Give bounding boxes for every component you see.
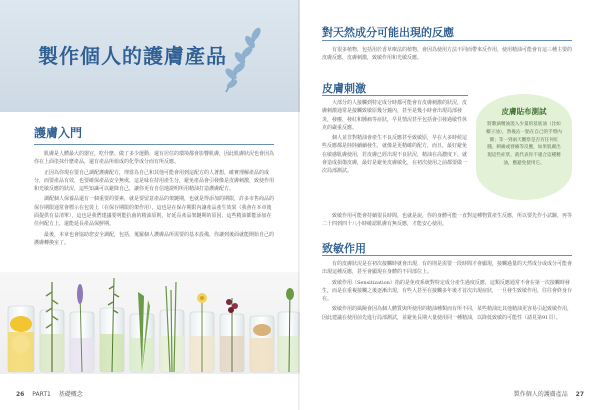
- chapter-banner: [0, 0, 300, 112]
- right-page-footer: [514, 389, 584, 398]
- paragraph: 致敏作用的風險會因為個人體質與所使用的精油種類而有所不同，某些精油比其他精油更容易引起致敏作用，因此建議在使用前先進行局部測試，並避免長期大量使用同一種精油，以降低致敏的可能性（請見第91頁）。: [322, 306, 573, 321]
- chapter-title: 製作個人的護膚產品: [38, 44, 227, 68]
- bottle-aloe: [130, 292, 154, 372]
- bottle-berries: [220, 298, 244, 372]
- part-title: 基礎概念: [58, 391, 83, 398]
- paragraph: 肌膚是人體最大的器官，吃什麼、做了多少運動、還有居住的環境都會影響肌膚，因此肌膚狀況也會因為你在上面塗抹什麼產品，還有產品所組成的化學成分而有所反應。: [34, 151, 275, 166]
- paragraph: 最後，本章也會協助您安全調配，包括，蒐羅個人護膚品所需要的基本設備，你讓到後面就能開始自己的護膚轉換室了。: [34, 231, 275, 246]
- section-title-skin-irritation: 皮膚刺激: [322, 82, 366, 95]
- footer-title: 製作個人的護膚產品: [513, 391, 568, 398]
- bottle-lavender: [70, 284, 94, 372]
- left-page-footer: [16, 389, 83, 398]
- bottle-grass: [160, 282, 184, 372]
- patch-test-sidebox: [476, 94, 572, 200]
- sensitization-text: [322, 260, 572, 324]
- section-title-sensitization: 致敏作用: [322, 242, 366, 255]
- paragraph: 致敏作用可能會持續很長時間，也就是說，你的身體可能一直對這種物質產生反應，所以要先作小試驗，再等二十四到四十八小時確認肌膚有無反應，才能安心使用。: [322, 213, 573, 228]
- bottle-lemon: [8, 306, 34, 372]
- bottles-illustration: [0, 272, 300, 374]
- reactions-intro: [322, 46, 572, 65]
- section-divider: [322, 95, 468, 96]
- bottle-rosemary: [40, 282, 64, 372]
- leaf-sprig-illustration: [216, 24, 268, 94]
- paragraph: 個人並非對精油會產生不良反應甚至致敏原，早在大多時候這些反應都是陸陸續續發生，就像是更精確的配方，而且，最好避免在敏感肌膚使用，若皮膚已經出現不良狀況，精油在高濃度下，就會造成損傷皮膚，最好是避免皮膚敏化，在初次使用之前都要做一次局部測試。: [322, 135, 468, 175]
- left-body-text: [34, 150, 274, 249]
- paragraph: 調配個人保養品還有一個重要的要素，就是要留意產品的架鏈期，也就是得添加的期限，許多市售商品的保存期限通常會標示在包裝上（在保存期限的架作用），這也是在保存期限內讓產品產生效果（我會在本章後面提供有益清單），這也是我們建議要明能抗菌的精油原則，好延長產品架鏈期的原因，這些精油都能添加在任何配方上，還能延長產品保鮮期。: [34, 196, 275, 228]
- section-divider: [322, 40, 572, 41]
- paragraph: 大部分的人接觸到特定成分時都可能會有皮膚刺激的狀況，皮膚刺激通常是接觸致敏原幾分鐘內，甚至是幾小時會出現局部發炎，發癢，發紅和腫痛等症狀，早見情況甚至包括會引發過敏性休克的嚴重反應。: [322, 100, 468, 131]
- herb-bottles-photo: [0, 272, 300, 374]
- paragraph: 致敏作用（Sensitization）指的是免疫系統對特定成分產生過度反應，這類反應通常不會在第一次接觸時發生，而是在重複接觸之後逐漸出現，有些人甚至在接觸多年後才首次出現症狀，一旦發生致敏作用，往往會終身存在。: [322, 279, 573, 303]
- bottle-flower: [190, 293, 214, 372]
- sidebox-text: 將數滴精油混入少量的基底油（比如椰子油），然後沾一點在自己的手臂內側；等一到兩天觀察是否有任何紅腫、刺痛或發癢等反應，如果肌膚出現這些症狀，就代表你不適合這種精油，應避免使用它。: [486, 122, 562, 166]
- paragraph: 有很多植物，包括用於香草療法的植物，會因為使用方法不同而帶來反作用，使用精油可能會有這三種主要的皮膚反應，皮膚刺激，致敏作用和光敏反應。: [322, 47, 573, 62]
- page-number: 27: [575, 391, 584, 398]
- paragraph: 正因為你現在要自己調配護膚配方，理當為自己和其他可能會用到這配方的人著想，確實理解產品的成分，而要產品有效，也要確保產品安全無虞，這是味在持用產生分，避免產品會引發像是皮膚刺激，致使作用和光敏反應的狀況，這些知識可以避降自己，讓你更有自信地證明所用精油打造護膚配方。: [34, 169, 275, 193]
- bottle-herb: [100, 278, 124, 372]
- page-number: 26: [16, 391, 25, 398]
- section-divider: [34, 144, 274, 145]
- section-divider: [322, 255, 572, 256]
- bottle-sprig: [278, 288, 300, 372]
- section-title-reactions: 對天然成分可能出現的反應: [322, 26, 454, 39]
- right-page: [300, 0, 600, 410]
- part-label: PART1: [32, 391, 51, 398]
- section-title-skincare-intro: 護膚入門: [34, 126, 83, 140]
- sidebox-title: 皮膚貼布測試: [501, 107, 547, 116]
- skin-irritation-text-bottom: [322, 212, 572, 231]
- paragraph: 有的皮膚狀況是在初次接觸時就會出現，有的則是需要一段時間才會顯現，接觸過量的天然成分或成分可能會出現這種反應，甚至會顯現在身體的不同部位上。: [322, 261, 573, 276]
- bottle-ginger: [250, 316, 274, 372]
- skin-irritation-text-top: [322, 99, 470, 178]
